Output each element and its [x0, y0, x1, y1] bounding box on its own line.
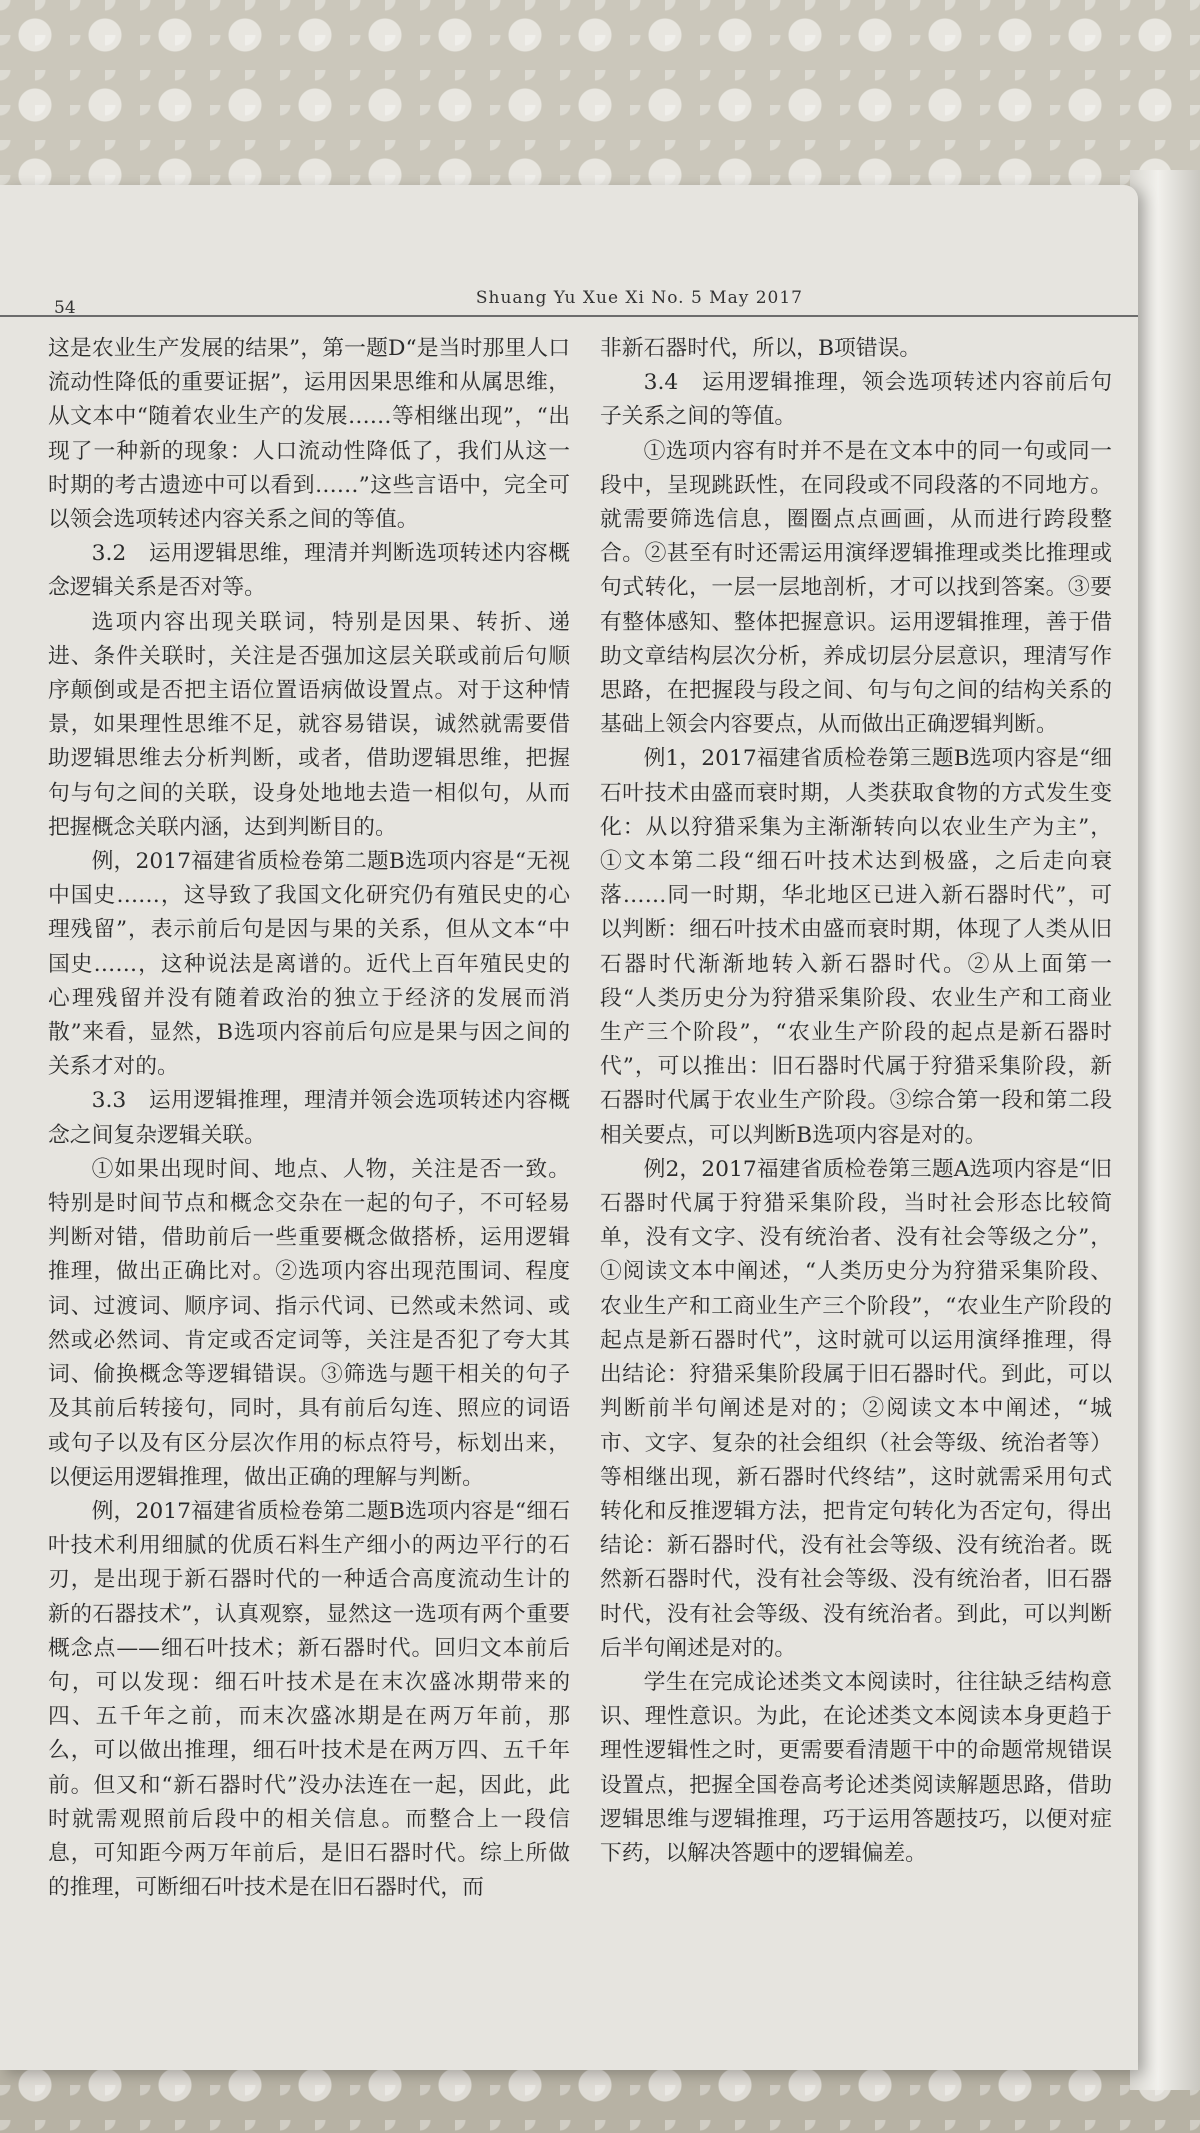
paragraph: 选项内容出现关联词，特别是因果、转折、递进、条件关联时，关注是否强加这层关联或前后句顺序颠倒或是否把主语位置语病做设置点。对于这种情景，如果理性思维不足，就容易错误，诚然就需要借助逻辑思维去分析判断，或者，借助逻辑思维，把握句与句之间的关联，设身处地地去造一相似句，从而把握概念关联内涵，达到判断目的。 — [48, 609, 570, 840]
section-heading-3-3: 3.3 运用逻辑推理，理清并领会选项转述内容概念之间复杂逻辑关联。 — [48, 1088, 570, 1148]
running-header — [0, 185, 1138, 317]
page-stack-edge — [1130, 170, 1200, 2090]
paragraph: 例，2017福建省质检卷第二题B选项内容是“细石叶技术利用细腻的优质石料生产细小的两边平行的石刃，是出现于新石器时代的一种适合高度流动生计的新的石器技术”，认真观察，显然这一选项有两个重要概念点——细石叶技术；新石器时代。回归文本前后句，可以发现：细石叶技术是在末次盛冰期带来的四、五千年之前，而末次盛冰期是在两万年前，那么，可以做出推理，细石叶技术是在两万四、五千年前。但又和“新石器时代”没办法连在一起，因此，此时就需观照前后段中的相关信息。而整合上一段信息，可知距今两万年前后，是旧石器时代。综上所做的推理，可断细石叶技术是在旧石器时代，而 — [48, 1498, 570, 1901]
page-number: 54 — [54, 298, 76, 318]
journal-citation: Shuang Yu Xue Xi No. 5 May 2017 — [475, 288, 803, 308]
lace-tablecloth-top — [0, 0, 1200, 200]
paragraph: ①选项内容有时并不是在文本中的同一句或同一段中，呈现跳跃性，在同段或不同段落的不同地方。就需要筛选信息，圈圈点点画画，从而进行跨段整合。②甚至有时还需运用演绎逻辑推理或类比推理或句式转化，一层一层地剖析，才可以找到答案。③要有整体感知、整体把握意识。运用逻辑推理，善于借助文章结构层次分析，养成切层分层意识，理清写作思路，在把握段与段之间、句与句之间的结构关系的基础上领会内容要点，从而做出正确逻辑判断。 — [600, 438, 1112, 738]
paragraph: 学生在完成论述类文本阅读时，往往缺乏结构意识、理性意识。为此，在论述类文本阅读本身更趋于理性逻辑性之时，更需要看清题干中的命题常规错误设置点，把握全国卷高考论述类阅读解题思路，借助逻辑思维与逻辑推理，巧于运用答题技巧，以便对症下药，以解决答题中的逻辑偏差。 — [600, 1669, 1112, 1866]
paragraph: ①如果出现时间、地点、人物，关注是否一致。特别是时间节点和概念交杂在一起的句子，不可轻易判断对错，借助前后一些重要概念做搭桥，运用逻辑推理，做出正确比对。②选项内容出现范围词、程度词、过渡词、顺序词、指示代词、已然或未然词、或然或必然词、肯定或否定词等，关注是否犯了夸大其词、偷换概念等逻辑错误。③筛选与题干相关的句子及其前后转接句，同时，具有前后勾连、照应的词语或句子以及有区分层次作用的标点符号，标划出来，以便运用逻辑推理，做出正确的理解与判断。 — [48, 1156, 570, 1490]
right-column — [600, 332, 1112, 1871]
section-heading-3-4: 3.4 运用逻辑推理，领会选项转述内容前后句子关系之间的等值。 — [600, 370, 1112, 430]
paragraph: 例1，2017福建省质检卷第三题B选项内容是“细石叶技术由盛而衰时期，人类获取食物的方式发生变化：从以狩猎采集为主渐渐转向以农业生产为主”，①文本第二段“细石叶技术达到极盛，之后走向衰落……同一时期，华北地区已进入新石器时代”，可以判断：细石叶技术由盛而衰时期，体现了人类从旧石器时代渐渐地转入新石器时代。②从上面第一段“人类历史分为狩猎采集阶段、农业生产和工商业生产三个阶段”，“农业生产阶段的起点是新石器时代”，可以推出：旧石器时代属于狩猎采集阶段，新石器时代属于农业生产阶段。③综合第一段和第二段相关要点，可以判断B选项内容是对的。 — [600, 746, 1112, 1148]
paragraph: 这是农业生产发展的结果”，第一题D“是当时那里人口流动性降低的重要证据”，运用因果思维和从属思维，从文本中“随着农业生产的发展……等相继出现”，“出现了一种新的现象：人口流动性降低了，我们从这一时期的考古遗迹中可以看到……”这些言语中，完全可以领会选项转述内容关系之间的等值。 — [48, 336, 570, 533]
section-heading-3-2: 3.2 运用逻辑思维，理清并判断选项转述内容概念逻辑关系是否对等。 — [48, 541, 570, 601]
paragraph: 例，2017福建省质检卷第二题B选项内容是“无视中国史……，这导致了我国文化研究仍有殖民史的心理残留”，表示前后句是因与果的关系，但从文本“中国史……，这种说法是离谱的。近代上百年殖民史的心理残留并没有随着政治的独立于经济的发展而消散”来看，显然，B选项内容前后句应是果与因之间的关系才对的。 — [48, 849, 570, 1080]
paragraph: 例2，2017福建省质检卷第三题A选项内容是“旧石器时代属于狩猎采集阶段，当时社会形态比较简单，没有文字、没有统治者、没有社会等级之分”，①阅读文本中阐述，“人类历史分为狩猎采集阶段、农业生产和工商业生产三个阶段”，“农业生产阶段的起点是新石器时代”，这时就可以运用演绎推理，得出结论：狩猎采集阶段属于旧石器时代。到此，可以判断前半句阐述是对的；②阅读文本中阐述，“城市、文字、复杂的社会组织（社会等级、统治者等）等相继出现，新石器时代终结”，这时就需采用句式转化和反推逻辑方法，把肯定句转化为否定句，得出结论：新石器时代，没有社会等级、没有统治者。既然新石器时代，没有社会等级、没有统治者，旧石器时代，没有社会等级、没有统治者。到此，可以判断后半句阐述是对的。 — [600, 1156, 1112, 1661]
paragraph: 非新石器时代，所以，B项错误。 — [600, 336, 922, 361]
left-column — [48, 332, 570, 1905]
journal-page — [0, 185, 1138, 2070]
